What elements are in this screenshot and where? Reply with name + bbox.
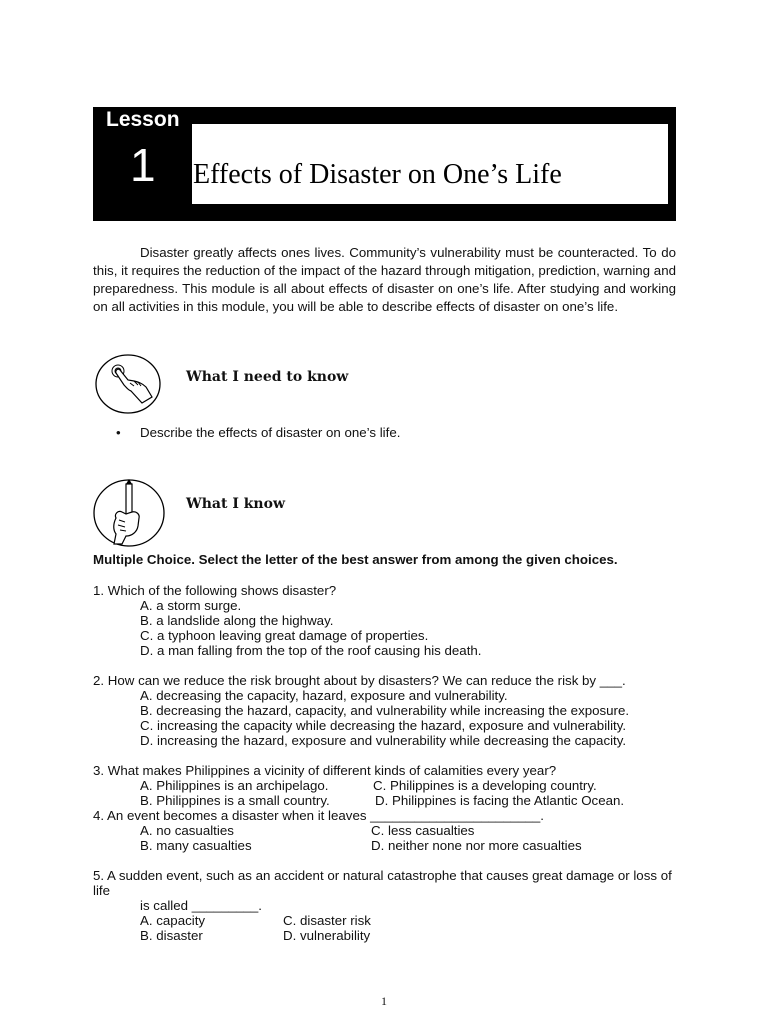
lesson-title: Effects of Disaster on One’s Life [193,159,562,190]
choice-c: C. increasing the capacity while decreasing the hazard, exposure and vulnerability. [140,718,627,733]
question-2 [93,673,683,748]
choice-d: D. increasing the hazard, exposure and vulnerability while decreasing the capacity. [140,733,627,748]
need-to-know-heading: What I need to know [186,369,349,385]
lesson-label: Lesson [106,108,180,131]
hand-pointing-icon [94,353,162,415]
quiz-instruction: Multiple Choice. Select the letter of the best answer from among the given choices. [93,552,618,567]
intro-text: Disaster greatly affects ones lives. Community’s vulnerability must be counteracted. To do this, it requires the reduction of the impact of the hazard through mitigation, prediction, warning and preparedness. This module is all about effects of disaster on one’s life. After studying and working on all activities in this module, you will be able to describe effects of disaster on one’s life. [93,245,676,314]
choice-a: A. Philippines is an archipelago. [140,778,329,793]
question-4 [93,808,683,853]
choice-row [140,823,683,838]
choice-b: B. a landslide along the highway. [140,613,334,628]
choice-d: D. neither none nor more casualties [371,838,582,853]
choice-a: A. no casualties [140,823,234,838]
page-number: 1 [381,994,387,1008]
question-1 [93,583,683,658]
choice-c: C. less casualties [371,823,475,838]
choice-d: D. a man falling from the top of the roof causing his death. [140,643,482,658]
intro-paragraph [93,244,676,316]
bullet-icon: • [116,425,121,440]
choice-row [140,793,683,808]
objective-text: Describe the effects of disaster on one’s life. [140,425,401,440]
question-stem: 4. An event becomes a disaster when it leaves _______________________. [93,808,544,823]
choice-c: C. disaster risk [283,913,371,928]
choice-row [140,913,683,928]
question-stem: 5. A sudden event, such as an accident or natural catastrophe that causes great damage or loss of life [93,868,672,898]
choice-c: C. Philippines is a developing country. [373,778,597,793]
hand-pencil-icon [92,478,166,548]
choice-b: B. decreasing the hazard, capacity, and vulnerability while increasing the exposure. [140,703,630,718]
choice-c: C. a typhoon leaving great damage of properties. [140,628,429,643]
question-stem: 3. What makes Philippines a vicinity of different kinds of calamities every year? [93,763,557,778]
question-3 [93,763,683,808]
question-stem: 1. Which of the following shows disaster? [93,583,337,598]
choice-b: B. Philippines is a small country. [140,793,330,808]
lesson-number: 1 [130,139,156,191]
question-stem: 2. How can we reduce the risk brought about by disasters? We can reduce the risk by ___. [93,673,626,688]
choice-d: D. Philippines is facing the Atlantic Ocean. [375,793,625,808]
choice-row [140,778,683,793]
choice-row [140,928,683,943]
question-5 [93,868,683,943]
objective-bullet [116,425,400,440]
choice-a: A. a storm surge. [140,598,242,613]
choice-b: B. many casualties [140,838,252,853]
choice-row [140,838,683,853]
choice-a: A. decreasing the capacity, hazard, exposure and vulnerability. [140,688,508,703]
choice-a: A. capacity [140,913,206,928]
choice-b: B. disaster [140,928,203,943]
question-list [93,583,683,958]
what-i-know-heading: What I know [186,496,286,512]
question-stem-continued: is called _________. [140,898,262,913]
choice-d: D. vulnerability [283,928,371,943]
